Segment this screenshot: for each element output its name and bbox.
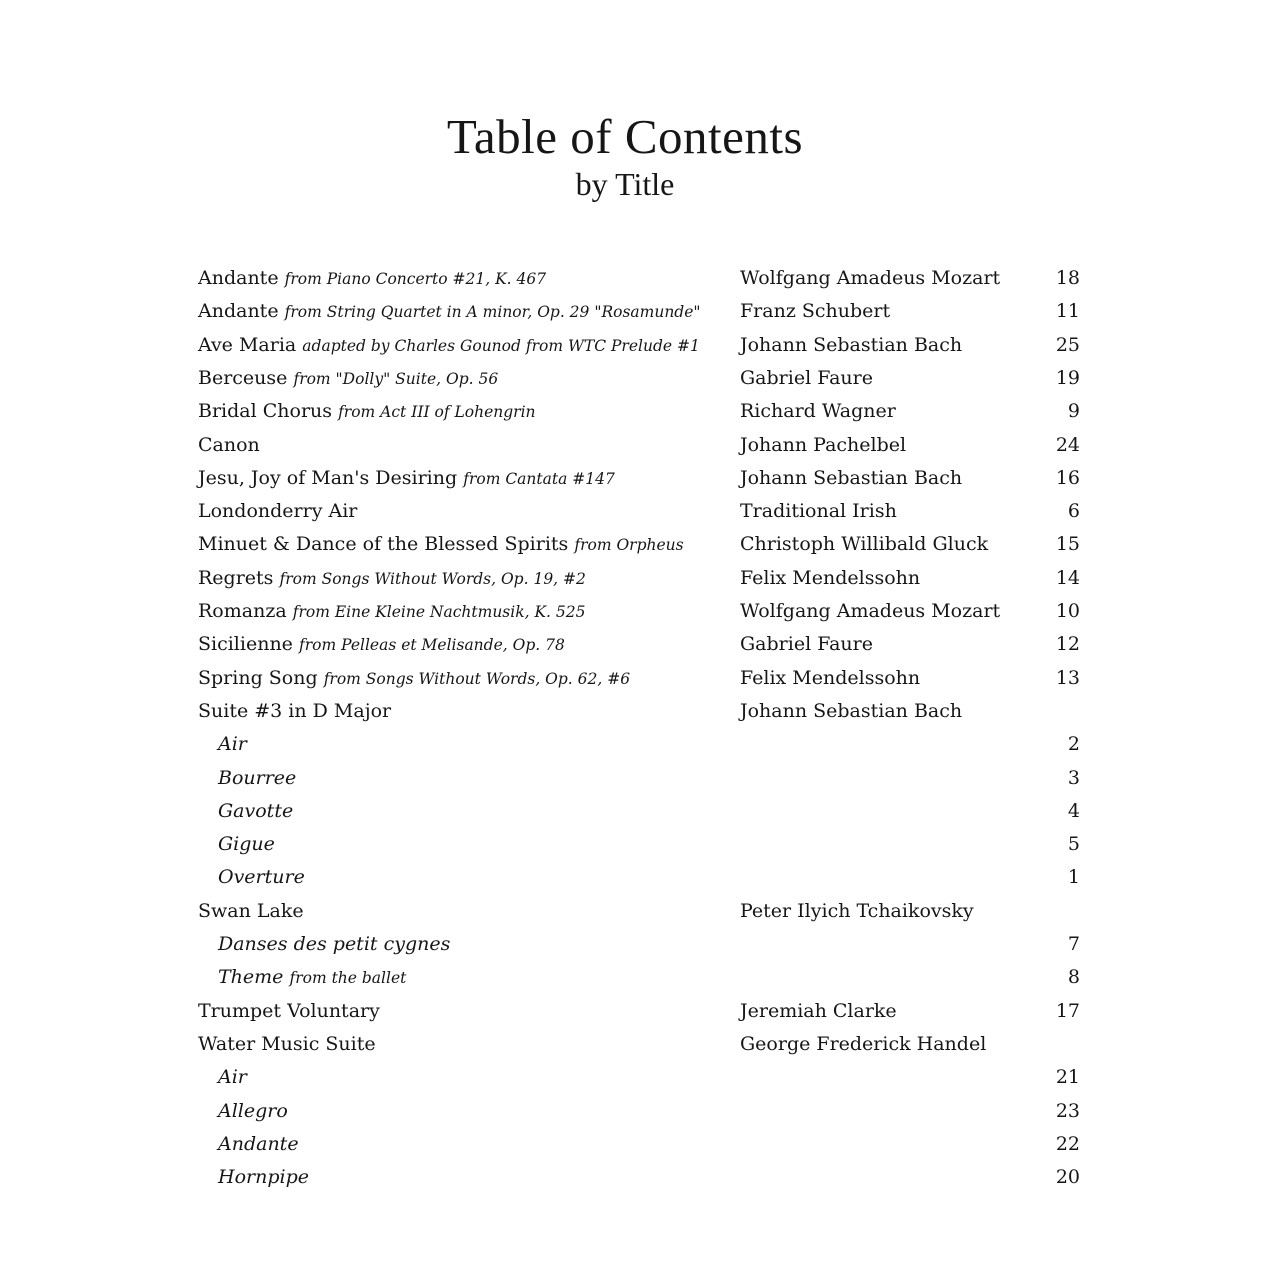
entry-page-number: 7 bbox=[1067, 933, 1080, 955]
entry-title-cell bbox=[198, 362, 498, 395]
entry-title: Trumpet Voluntary bbox=[198, 1000, 380, 1022]
entry-composer: Peter Ilyich Tchaikovsky bbox=[740, 900, 974, 922]
entry-title-cell bbox=[198, 662, 630, 695]
entry-title-cell bbox=[218, 1161, 309, 1193]
entry-composer: Johann Pachelbel bbox=[740, 434, 907, 456]
toc-entry bbox=[0, 528, 1280, 560]
entry-composer: Franz Schubert bbox=[740, 300, 891, 322]
entry-title: Minuet & Dance of the Blessed Spirits bbox=[198, 533, 569, 555]
entry-note: adapted by Charles Gounod from WTC Prelude #1 bbox=[302, 337, 700, 355]
toc-subentry bbox=[0, 1061, 1280, 1093]
entry-title-cell bbox=[198, 695, 391, 727]
toc-entry bbox=[0, 362, 1280, 394]
entry-title: Andante bbox=[218, 1133, 299, 1155]
entry-title-cell bbox=[218, 961, 406, 994]
entry-title: Air bbox=[218, 1066, 247, 1088]
entry-title: Water Music Suite bbox=[198, 1033, 376, 1055]
toc-entry bbox=[0, 395, 1280, 427]
entry-title-cell bbox=[198, 1028, 376, 1060]
entry-page-number: 10 bbox=[1055, 600, 1080, 622]
entry-page-number: 16 bbox=[1055, 467, 1080, 489]
entry-note: from Pelleas et Melisande, Op. 78 bbox=[298, 636, 565, 654]
entry-title-cell bbox=[198, 329, 700, 362]
entry-note: from Songs Without Words, Op. 19, #2 bbox=[279, 570, 586, 588]
entry-composer: Traditional Irish bbox=[740, 500, 897, 522]
entry-page-number: 24 bbox=[1055, 434, 1080, 456]
toc-subentry bbox=[0, 861, 1280, 893]
entry-page-number: 17 bbox=[1055, 1000, 1080, 1022]
toc-entry bbox=[0, 329, 1280, 361]
toc-entry bbox=[0, 628, 1280, 660]
entry-composer: Richard Wagner bbox=[740, 400, 896, 422]
entry-title: Overture bbox=[218, 866, 305, 888]
entry-title: Theme bbox=[218, 966, 284, 988]
entry-composer: Felix Mendelssohn bbox=[740, 567, 921, 589]
entry-title-cell bbox=[198, 895, 304, 927]
entry-composer: Johann Sebastian Bach bbox=[740, 700, 963, 722]
entry-note: from Piano Concerto #21, K. 467 bbox=[284, 270, 547, 288]
entry-title: Berceuse bbox=[198, 367, 288, 389]
entry-title: Bridal Chorus bbox=[198, 400, 333, 422]
toc-subentry bbox=[0, 762, 1280, 794]
entry-title: Romanza bbox=[198, 600, 287, 622]
entry-title: Jesu, Joy of Man's Desiring bbox=[198, 467, 458, 489]
entry-title: Allegro bbox=[218, 1100, 288, 1122]
toc-subentry bbox=[0, 1161, 1280, 1193]
entry-title-cell bbox=[218, 1095, 288, 1127]
toc-entry bbox=[0, 562, 1280, 594]
toc-entry bbox=[0, 262, 1280, 294]
toc-entry bbox=[0, 895, 1280, 927]
entry-title: Londonderry Air bbox=[198, 500, 358, 522]
entry-title: Gavotte bbox=[218, 800, 294, 822]
entry-title: Bourree bbox=[218, 767, 297, 789]
toc-entry bbox=[0, 295, 1280, 327]
entry-composer: Johann Sebastian Bach bbox=[740, 334, 963, 356]
entry-note: from Cantata #147 bbox=[463, 470, 615, 488]
entry-title-cell bbox=[198, 562, 586, 595]
entry-title: Gigue bbox=[218, 833, 275, 855]
toc-subentry bbox=[0, 961, 1280, 993]
entry-composer: Wolfgang Amadeus Mozart bbox=[740, 600, 1001, 622]
entry-page-number: 1 bbox=[1067, 866, 1080, 888]
entry-page-number: 20 bbox=[1055, 1166, 1080, 1188]
entry-composer: George Frederick Handel bbox=[740, 1033, 987, 1055]
entry-title: Spring Song bbox=[198, 667, 318, 689]
entry-title-cell bbox=[218, 1061, 247, 1093]
entry-title: Suite #3 in D Major bbox=[198, 700, 392, 722]
toc-entry bbox=[0, 695, 1280, 727]
entry-title-cell bbox=[198, 628, 565, 661]
entry-page-number: 3 bbox=[1067, 767, 1080, 789]
entry-note: from String Quartet in A minor, Op. 29 "Rosamunde" bbox=[284, 303, 701, 321]
entry-page-number: 15 bbox=[1055, 533, 1080, 555]
entry-page-number: 12 bbox=[1055, 633, 1080, 655]
entry-title-cell bbox=[198, 395, 536, 428]
entry-title-cell bbox=[218, 861, 305, 893]
entry-composer: Christoph Willibald Gluck bbox=[740, 533, 989, 555]
entry-note: from the ballet bbox=[289, 969, 407, 987]
entry-page-number: 11 bbox=[1055, 300, 1080, 322]
entry-title-cell bbox=[198, 995, 380, 1027]
entry-page-number: 8 bbox=[1067, 966, 1080, 988]
entry-page-number: 22 bbox=[1055, 1133, 1080, 1155]
entry-title-cell bbox=[218, 828, 275, 860]
toc-subentry bbox=[0, 1095, 1280, 1127]
toc-entry bbox=[0, 495, 1280, 527]
toc-subentry bbox=[0, 1128, 1280, 1160]
entry-page-number: 14 bbox=[1055, 567, 1080, 589]
entry-page-number: 9 bbox=[1067, 400, 1080, 422]
entry-title: Sicilienne bbox=[198, 633, 293, 655]
entry-title-cell bbox=[198, 495, 357, 527]
toc-subentry bbox=[0, 928, 1280, 960]
entry-title: Hornpipe bbox=[218, 1166, 309, 1188]
toc-entry bbox=[0, 429, 1280, 461]
entry-title-cell bbox=[218, 795, 293, 827]
toc-entry bbox=[0, 995, 1280, 1027]
entry-page-number: 23 bbox=[1055, 1100, 1080, 1122]
toc-entry bbox=[0, 662, 1280, 694]
entry-title-cell bbox=[198, 262, 546, 295]
entry-page-number: 21 bbox=[1055, 1066, 1080, 1088]
entry-page-number: 6 bbox=[1067, 500, 1080, 522]
entry-composer: Gabriel Faure bbox=[740, 633, 873, 655]
toc-subentry bbox=[0, 795, 1280, 827]
toc-entry bbox=[0, 1028, 1280, 1060]
entry-composer: Wolfgang Amadeus Mozart bbox=[740, 267, 1001, 289]
entry-composer: Gabriel Faure bbox=[740, 367, 873, 389]
entry-title: Canon bbox=[198, 434, 260, 456]
entry-title-cell bbox=[198, 462, 615, 495]
entry-title: Ave Maria bbox=[198, 334, 297, 356]
entry-page-number: 2 bbox=[1067, 733, 1080, 755]
entry-note: from Eine Kleine Nachtmusik, K. 525 bbox=[292, 603, 586, 621]
entry-page-number: 13 bbox=[1055, 667, 1080, 689]
entry-composer: Johann Sebastian Bach bbox=[740, 467, 963, 489]
entry-page-number: 19 bbox=[1055, 367, 1080, 389]
entry-page-number: 4 bbox=[1067, 800, 1080, 822]
toc-entry bbox=[0, 595, 1280, 627]
entry-title-cell bbox=[218, 928, 450, 960]
entry-note: from "Dolly" Suite, Op. 56 bbox=[293, 370, 499, 388]
entry-note: from Songs Without Words, Op. 62, #6 bbox=[323, 670, 631, 688]
entry-title: Andante bbox=[198, 300, 279, 322]
entry-title-cell bbox=[218, 728, 247, 760]
page-title: Table of Contents bbox=[446, 109, 804, 164]
toc-subentry bbox=[0, 728, 1280, 760]
entry-page-number: 5 bbox=[1067, 833, 1080, 855]
entry-composer: Felix Mendelssohn bbox=[740, 667, 921, 689]
entry-title: Swan Lake bbox=[198, 900, 304, 922]
toc-entry bbox=[0, 462, 1280, 494]
entry-title-cell bbox=[198, 595, 585, 628]
entry-title-cell bbox=[198, 295, 701, 328]
entry-note: from Act III of Lohengrin bbox=[338, 403, 536, 421]
entry-title-cell bbox=[198, 429, 260, 461]
entry-title: Regrets bbox=[198, 567, 274, 589]
page-subtitle: by Title bbox=[575, 166, 675, 202]
entry-page-number: 25 bbox=[1055, 334, 1080, 356]
entry-composer: Jeremiah Clarke bbox=[740, 1000, 897, 1022]
entry-title: Danses des petit cygnes bbox=[218, 933, 451, 955]
entry-title-cell bbox=[218, 1128, 299, 1160]
entry-title-cell bbox=[198, 528, 684, 561]
entry-title: Air bbox=[218, 733, 247, 755]
entry-title-cell bbox=[218, 762, 296, 794]
entry-page-number: 18 bbox=[1055, 267, 1080, 289]
entry-note: from Orpheus bbox=[574, 536, 684, 554]
entry-title: Andante bbox=[198, 267, 279, 289]
toc-subentry bbox=[0, 828, 1280, 860]
